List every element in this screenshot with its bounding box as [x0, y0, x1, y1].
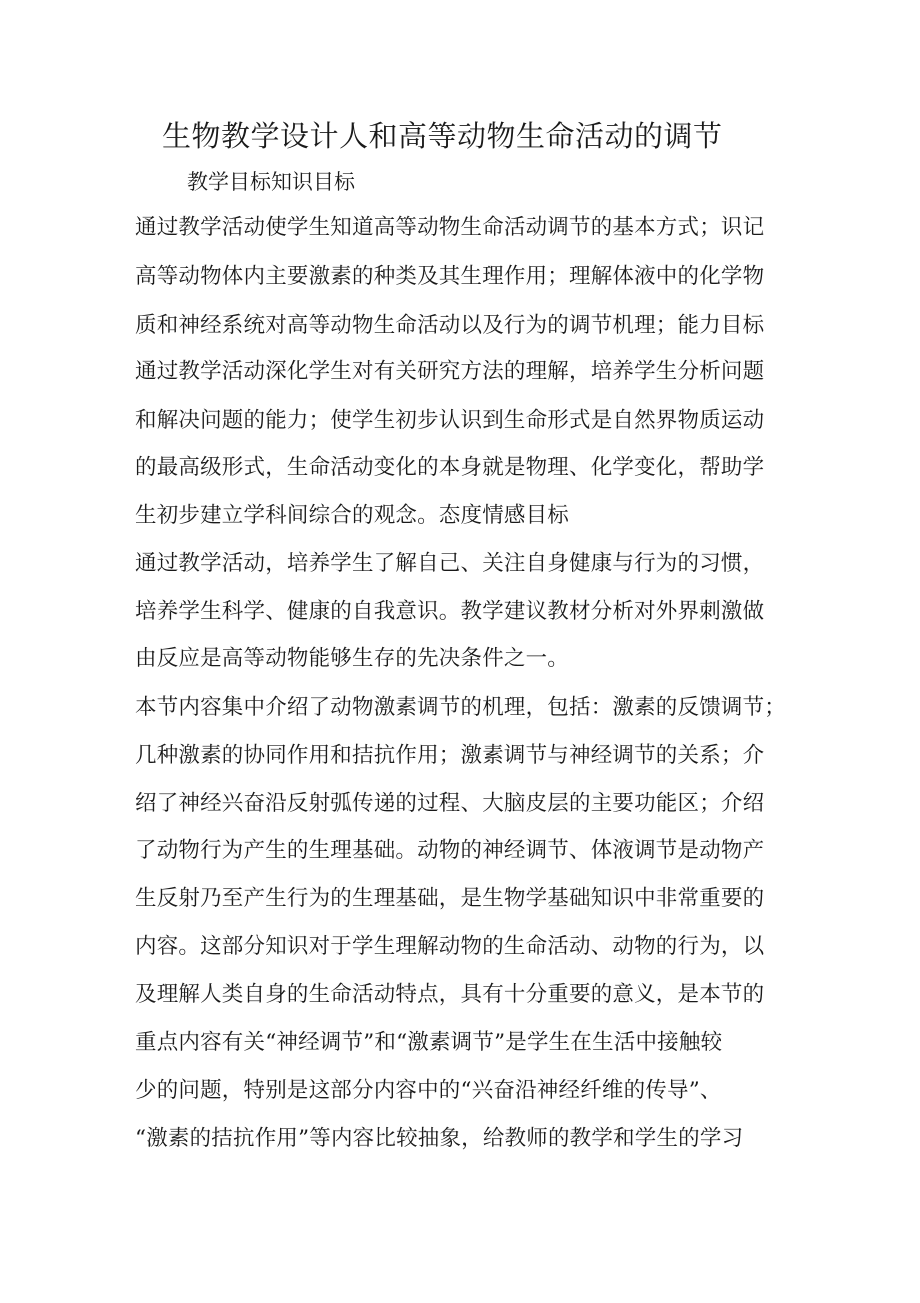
- text-line: 少的问题，特别是这部分内容中的“兴奋沿神经纤维的传导”、: [135, 1078, 722, 1103]
- section-heading: 教学目标知识目标: [187, 170, 355, 194]
- text-line: 由反应是高等动物能够生存的先决条件之一。: [135, 646, 570, 671]
- text-line: 高等动物体内主要激素的种类及其生理作用；理解体液中的化学物: [135, 264, 765, 289]
- text-line: 内容。这部分知识对于学生理解动物的生命活动、动物的行为，以: [135, 934, 765, 959]
- text-line: “激素的拮抗作用”等内容比较抽象，给教师的教学和学生的学习: [135, 1126, 744, 1151]
- text-line: 重点内容有关“神经调节”和“激素调节”是学生在生活中接触较: [135, 1030, 723, 1055]
- text-line: 生反射乃至产生行为的生理基础，是生物学基础知识中非常重要的: [135, 886, 765, 911]
- document-title: 生物教学设计人和高等动物生命活动的调节: [162, 119, 723, 153]
- text-line: 本节内容集中介绍了动物激素调节的机理，包括：激素的反馈调节；: [135, 695, 787, 720]
- text-line: 生初步建立学科间综合的观念。态度情感目标: [135, 503, 570, 528]
- text-line: 几种激素的协同作用和拮抗作用；激素调节与神经调节的关系；介: [135, 743, 765, 768]
- text-line: 了动物行为产生的生理基础。动物的神经调节、体液调节是动物产: [135, 838, 765, 863]
- text-line: 通过教学活动深化学生对有关研究方法的理解，培养学生分析问题: [135, 359, 765, 384]
- text-line: 培养学生科学、健康的自我意识。教学建议教材分析对外界刺激做: [135, 599, 765, 624]
- text-line: 及理解人类自身的生命活动特点，具有十分重要的意义，是本节的: [135, 982, 765, 1007]
- text-line: 通过教学活动，培养学生了解自己、关注自身健康与行为的习惯，: [135, 551, 765, 576]
- text-line: 绍了神经兴奋沿反射弧传递的过程、大脑皮层的主要功能区；介绍: [135, 791, 765, 816]
- text-line: 通过教学活动使学生知道高等动物生命活动调节的基本方式；识记: [135, 215, 765, 240]
- text-line: 和解决问题的能力；使学生初步认识到生命形式是自然界物质运动: [135, 408, 765, 433]
- text-line: 的最高级形式，生命活动变化的本身就是物理、化学变化，帮助学: [135, 455, 765, 480]
- text-line: 质和神经系统对高等动物生命活动以及行为的调节机理；能力目标: [135, 313, 765, 338]
